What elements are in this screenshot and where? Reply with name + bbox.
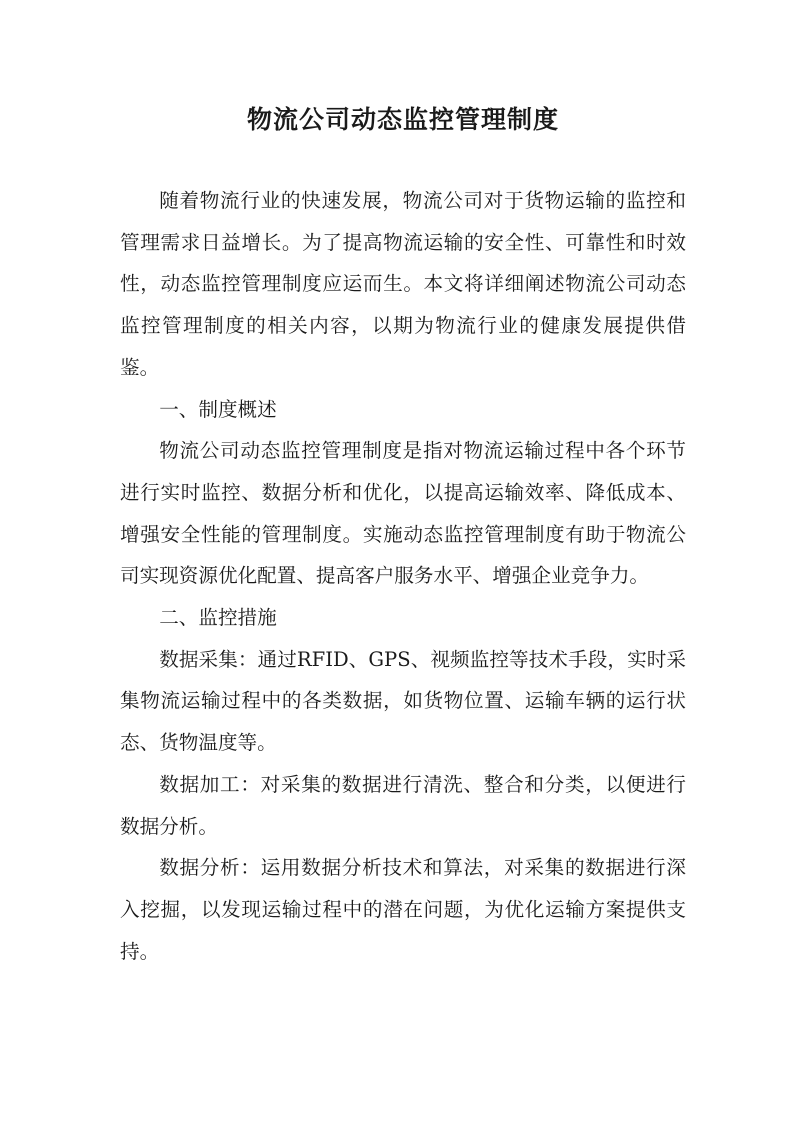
document-page — [120, 0, 686, 972]
intro-paragraph: 随着物流行业的快速发展，物流公司对于货物运输的监控和管理需求日益增长。为了提高物流运输的安全性、可靠性和时效性，动态监控管理制度应运而生。本文将详细阐述物流公司动态监控管理制度的相关内容，以期为物流行业的健康发展提供借鉴。 — [120, 189, 686, 379]
document-title: 物流公司动态监控管理制度 — [246, 105, 559, 134]
measure-data-analysis: 数据分析：运用数据分析技术和算法，对采集的数据进行深入挖掘，以发现运输过程中的潜在问题，为优化运输方案提供支持。 — [120, 856, 686, 963]
measure-data-collection: 数据采集：通过RFID、GPS、视频监控等技术手段，实时采集物流运输过程中的各类数据，如货物位置、运输车辆的运行状态、货物温度等。 — [120, 647, 686, 755]
overview-paragraph: 物流公司动态监控管理制度是指对物流运输过程中各个环节进行实时监控、数据分析和优化，以提高运输效率、降低成本、增强安全性能的管理制度。实施动态监控管理制度有助于物流公司实现资源优化配置、提高客户服务水平、增强企业竞争力。 — [120, 439, 686, 588]
measure-data-processing: 数据加工：对采集的数据进行清洗、整合和分类，以便进行数据分析。 — [120, 772, 686, 838]
document-body — [120, 180, 686, 972]
section-heading-overview: 一、制度概述 — [159, 397, 277, 421]
section-heading-measures: 二、监控措施 — [159, 606, 277, 630]
